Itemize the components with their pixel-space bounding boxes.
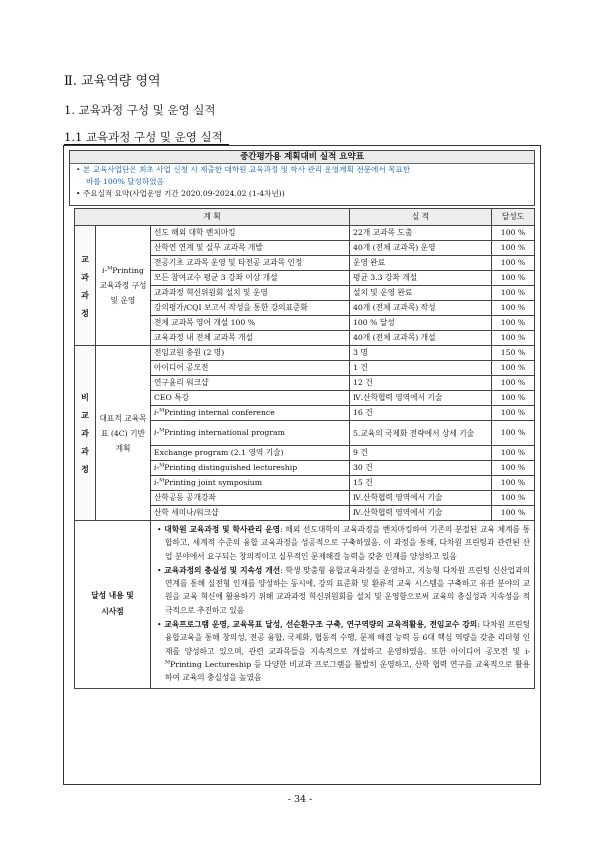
plan-cell: 전체 교과목 영어 개설 100 % (151, 316, 350, 331)
group2-category: 대표적 교육목표 (4C) 기반 계획 (96, 346, 151, 521)
subsection-heading: 1. 교육과정 구성 및 운영 실적 (64, 103, 216, 117)
plan-cell: CEO 특강 (151, 391, 350, 406)
rate-cell: 100 % (492, 461, 535, 476)
rate-cell: 150 % (492, 346, 535, 361)
plan-cell: 모든 참여교수 평균 3 강좌 이상 개설 (151, 271, 350, 286)
achievement-item: • 대학원 교육과정 및 학사관리 운영: 해외 선도대학의 교육과정을 벤치마킹하여 기존의 분절된 교육 체계를 통합하고, 세계적 수준의 융합 교육과정을 성공적으로 구축하였음. 이 과정을 통해, 다차원 프린팅과 관련된 산업 분야에서 요구되는 창의적이고 실무적인 문제해결 능력을 갖춘 인재를 양성하고 있음 (157, 525, 531, 561)
rate-cell: 100 % (492, 506, 535, 521)
plan-cell: 산학공동 공개강좌 (151, 491, 350, 506)
achievements-row (75, 521, 535, 689)
plan-cell: 산학 세미나/워크샵 (151, 506, 350, 521)
rate-cell: 100 % (492, 406, 535, 421)
rate-cell: 100 % (492, 491, 535, 506)
group1-vertical-label: 교 과 과 정 (75, 226, 96, 346)
result-cell: 평균 3.3 강좌 개설 (350, 271, 492, 286)
result-cell: 16 건 (350, 406, 492, 421)
plan-cell: 연구윤리 워크샵 (151, 376, 350, 391)
group2-vertical-label: 비 교 과 과 정 (75, 346, 96, 521)
rate-cell: 100 % (492, 241, 535, 256)
plan-cell: i-$^M$Printing distinguished lectureship (151, 461, 350, 476)
plan-cell: 선도 해외 대학 벤치마킹 (151, 226, 350, 241)
summary-bullet-1-text-a: 본 교육사업단은 최초 사업 신청 시 제출한 대학원 교육과정 및 학사 관리 운영계획 전문에서 목표한 (82, 165, 411, 174)
plan-cell: i-$^M$Printing internal conference (151, 406, 350, 421)
result-cell: 운영 완료 (350, 256, 492, 271)
header-plan: 계 획 (75, 209, 350, 226)
page-number: - 34 - (287, 794, 313, 805)
summary-bullet-2 (70, 188, 534, 200)
plan-cell: 전공기초 교과목 운영 및 타전공 교과목 인정 (151, 256, 350, 271)
header-result: 실 적 (350, 209, 492, 226)
achievements-content (151, 521, 535, 689)
plan-cell: 전임교원 충원 (2 명) (151, 346, 350, 361)
rate-cell: 100 % (492, 271, 535, 286)
result-cell: 40개 (전체 교과목) 운영 (350, 241, 492, 256)
result-cell: 설치 및 운영 완료 (350, 286, 492, 301)
plan-cell: 교과과정 혁신위원회 설치 및 운영 (151, 286, 350, 301)
result-cell: 100 % 달성 (350, 316, 492, 331)
summary-title: 중간평가용 계획대비 실적 요약표 (70, 151, 534, 164)
achievement-item: • 교육과정의 충실성 및 지속성 개선: 학생 맞춤형 융합교육과정을 운영하고, 지능형 다차원 프린팅 신산업과의 연계를 통해 실전형 인재를 양성하는 동시에, 강의 표준화 및 환류적 교육 시스템을 구축하고 유관 분야의 교원을 교육 혁신에 활용하기 위해 교과과정 혁신위원회를 설치 및 운영함으로써 교육의 충실성과 지속성을 적극적으로 추진하고 있음 (157, 565, 531, 615)
rate-cell: 100 % (492, 301, 535, 316)
result-cell: 3 명 (350, 346, 492, 361)
rate-cell: 100 % (492, 361, 535, 376)
result-cell: 40개 (전체 교과목) 개설 (350, 331, 492, 346)
summary-bullet-2-text: 주요실적 요약(사업운영 기간 2020.09-2024.02 (1-4차년)) (82, 189, 285, 198)
rate-cell: 100 % (492, 446, 535, 461)
rate-cell: 100 % (492, 226, 535, 241)
table-header-row (75, 209, 535, 226)
header-rate: 달성도 (492, 209, 535, 226)
rate-cell: 100 % (492, 286, 535, 301)
plan-cell: i-$^M$Printing joint symposium (151, 476, 350, 491)
table-row (75, 226, 535, 241)
bullet-icon: • (76, 189, 81, 198)
result-cell: 9 건 (350, 446, 492, 461)
summary-bullet-1 (70, 164, 534, 188)
achievement-item: • 교육프로그램 운영, 교육목표 달성, 선순환구조 구축, 연구역량의 교육적활용, 전임교수 강의: 다차원 프린팅 융합교육을 통해 창의성, 전공 융합, 국제화, 협동적 수행, 문제 해결 능력 등 6대 핵심 역량을 갖춘 리더형 인재를 양성하고 있으며, 관련 교과목들을 지속적으로 개설하고 운영하였음. 또한 아이디어 공모전 및 i-$^M$Printing Lectureship 등 다양한 비교과 프로그램을 활발히 운영하고, 산학 협력 연구를 교육적으로 활용하여 교육의 충실성을 높였음 (157, 620, 531, 683)
result-cell: Ⅳ.산학협력 영역에서 기술 (350, 506, 492, 521)
result-cell: 22개 교과목 도출 (350, 226, 492, 241)
plan-cell: i-$^M$Printing international program (151, 421, 350, 446)
table-row (75, 346, 535, 361)
rate-cell: 100 % (492, 391, 535, 406)
section-heading: Ⅱ. 교육역량 영역 (64, 74, 161, 89)
rate-cell: 100 % (492, 331, 535, 346)
result-cell: 12 건 (350, 376, 492, 391)
plan-cell: 교육과정 내 전체 교과목 개설 (151, 331, 350, 346)
bullet-icon: • (76, 165, 81, 174)
result-cell: 40개 (전체 교과목) 작성 (350, 301, 492, 316)
rate-cell: 100 % (492, 256, 535, 271)
rate-cell: 100 % (492, 316, 535, 331)
result-cell: 30 건 (350, 461, 492, 476)
rate-cell: 100 % (492, 376, 535, 391)
subsubsection-heading: 1.1 교육과정 구성 및 운영 실적 (64, 130, 223, 144)
results-table (74, 208, 535, 689)
summary-bullet-1-text-b: 바를 100% 달성하였음 (86, 177, 164, 186)
rate-cell: 100 % (492, 476, 535, 491)
result-cell: 15 건 (350, 476, 492, 491)
result-cell: 1 건 (350, 361, 492, 376)
achievements-label: 달성 내용 및 시사점 (75, 521, 151, 689)
result-cell: Ⅳ.산학협력 영역에서 기술 (350, 391, 492, 406)
rate-cell: 100 % (492, 421, 535, 446)
result-cell: Ⅳ.산학협력 영역에서 기술 (350, 491, 492, 506)
result-cell: 5.교육의 국제화 전략에서 상세 기술 (350, 421, 492, 446)
plan-cell: Exchange program (2.1 영역 기술) (151, 446, 350, 461)
group1-category: i-$^M$Printing 교육과정 구성 및 운영 (96, 226, 151, 346)
summary-box (69, 150, 535, 206)
plan-cell: 산학연 연계 및 실무 교과목 개발 (151, 241, 350, 256)
plan-cell: 강의평가/CQI 보고서 작성을 통한 강의표준화 (151, 301, 350, 316)
plan-cell: 아이디어 공모전 (151, 361, 350, 376)
